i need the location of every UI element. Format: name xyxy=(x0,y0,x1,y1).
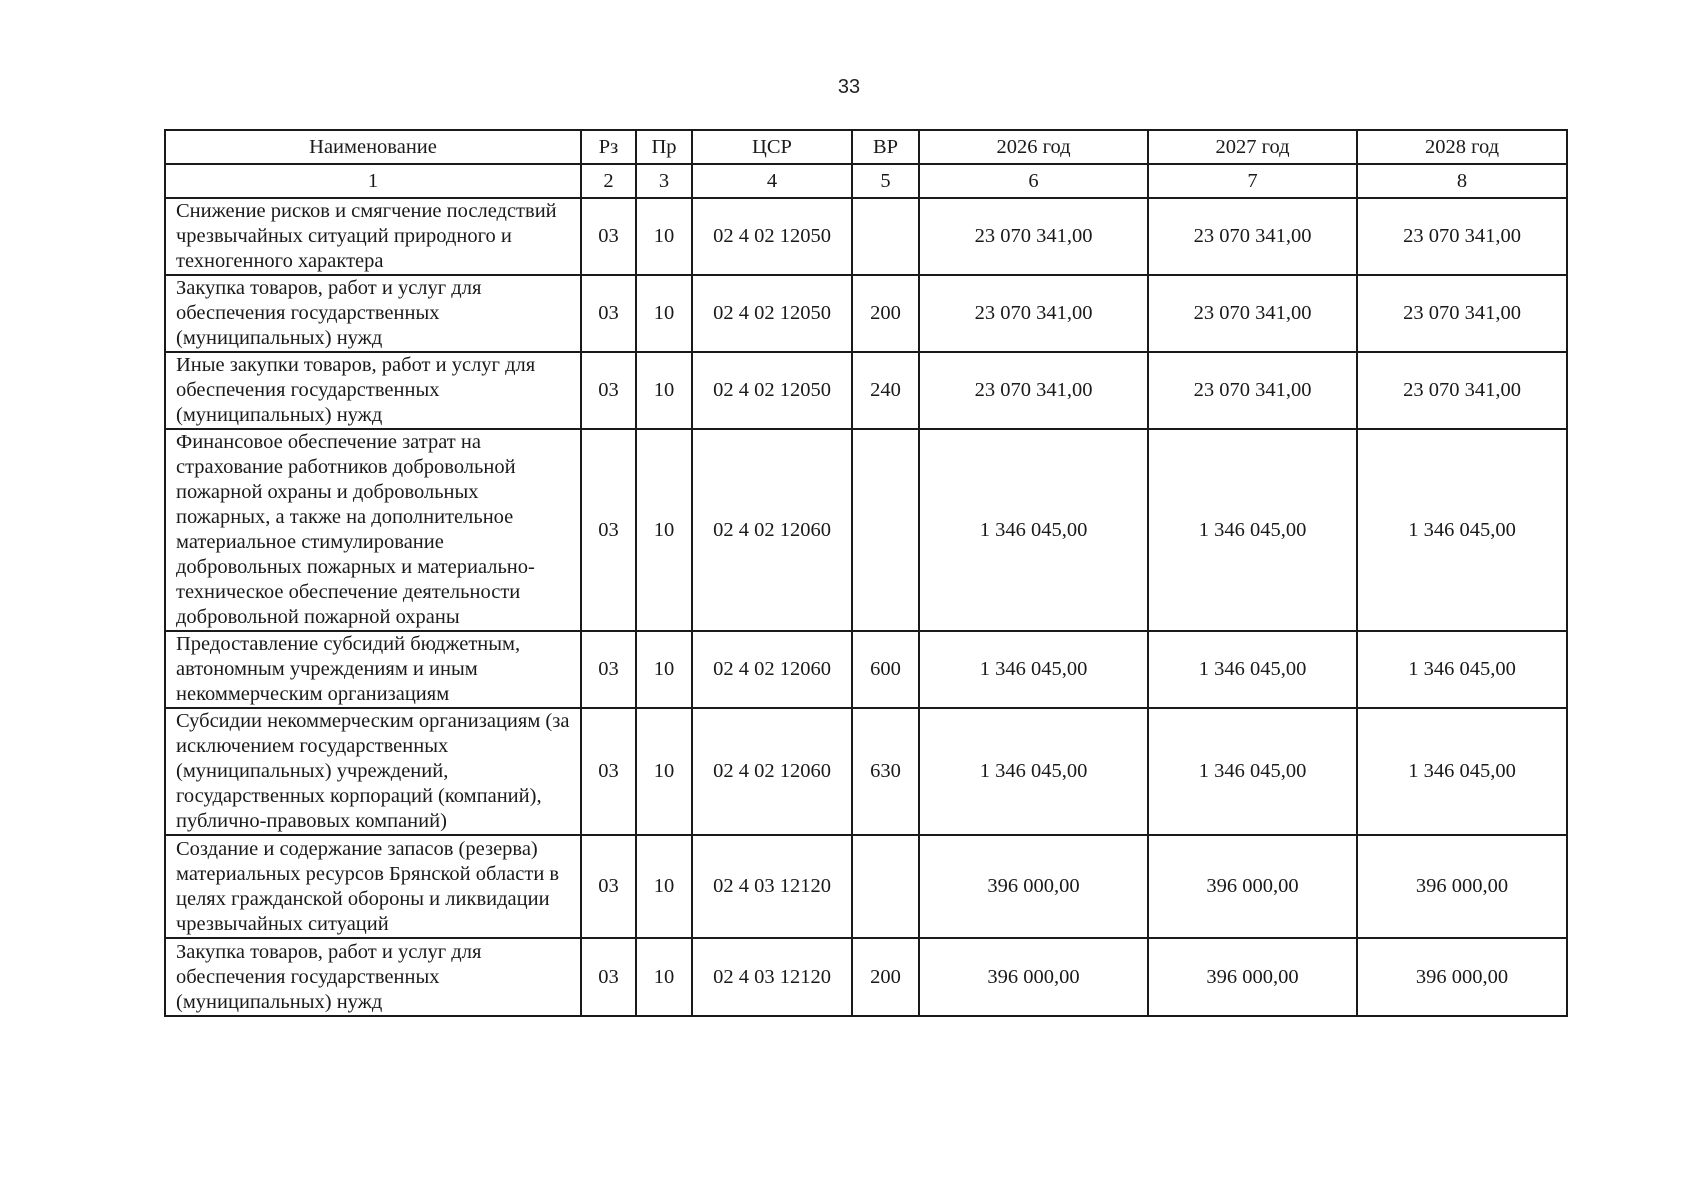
row-rz: 03 xyxy=(581,708,636,835)
row-name: Создание и содержание запасов (резерва) материальных ресурсов Брянской области в целях гражданской обороны и ликвидации чрезвычайных ситуаций xyxy=(165,835,581,938)
row-pr: 10 xyxy=(636,429,692,631)
row-name: Закупка товаров, работ и услуг для обеспечения государственных (муниципальных) нужд xyxy=(165,938,581,1016)
column-number: 2 xyxy=(581,164,636,198)
column-number: 3 xyxy=(636,164,692,198)
row-csr: 02 4 03 12120 xyxy=(692,938,852,1016)
row-pr: 10 xyxy=(636,275,692,352)
column-number: 8 xyxy=(1357,164,1567,198)
row-amount-2026: 1 346 045,00 xyxy=(919,631,1148,708)
row-csr: 02 4 03 12120 xyxy=(692,835,852,938)
table-row xyxy=(165,835,1567,938)
row-amount-2027: 396 000,00 xyxy=(1148,835,1357,938)
row-amount-2026: 23 070 341,00 xyxy=(919,198,1148,275)
table-row xyxy=(165,429,1567,631)
row-name: Иные закупки товаров, работ и услуг для обеспечения государственных (муниципальных) нужд xyxy=(165,352,581,429)
row-csr: 02 4 02 12060 xyxy=(692,708,852,835)
row-name: Финансовое обеспечение затрат на страхование работников добровольной пожарной охраны и добровольных пожарных, а также на дополнительное материальное стимулирование добровольных пожарных и материально-техническое обеспечение деятельности добровольной пожарной охраны xyxy=(165,429,581,631)
row-amount-2028: 396 000,00 xyxy=(1357,835,1567,938)
row-name: Субсидии некоммерческим организациям (за исключением государственных (муниципальных) учреждений, государственных корпораций (компаний), публично-правовых компаний) xyxy=(165,708,581,835)
table-row xyxy=(165,708,1567,835)
header-2028: 2028 год xyxy=(1357,130,1567,164)
row-csr: 02 4 02 12050 xyxy=(692,275,852,352)
row-name: Предоставление субсидий бюджетным, автономным учреждениям и иным некоммерческим организациям xyxy=(165,631,581,708)
row-amount-2026: 396 000,00 xyxy=(919,835,1148,938)
row-amount-2028: 1 346 045,00 xyxy=(1357,631,1567,708)
row-amount-2026: 1 346 045,00 xyxy=(919,429,1148,631)
row-csr: 02 4 02 12050 xyxy=(692,198,852,275)
column-number: 5 xyxy=(852,164,919,198)
row-vr xyxy=(852,835,919,938)
row-rz: 03 xyxy=(581,938,636,1016)
column-number: 7 xyxy=(1148,164,1357,198)
row-vr: 240 xyxy=(852,352,919,429)
row-pr: 10 xyxy=(636,708,692,835)
budget-table xyxy=(164,129,1568,1017)
row-amount-2026: 1 346 045,00 xyxy=(919,708,1148,835)
row-pr: 10 xyxy=(636,631,692,708)
header-2026: 2026 год xyxy=(919,130,1148,164)
row-rz: 03 xyxy=(581,429,636,631)
row-amount-2027: 23 070 341,00 xyxy=(1148,198,1357,275)
table-row xyxy=(165,275,1567,352)
row-vr: 200 xyxy=(852,938,919,1016)
row-amount-2028: 23 070 341,00 xyxy=(1357,275,1567,352)
row-vr: 630 xyxy=(852,708,919,835)
header-row xyxy=(165,130,1567,164)
header-csr: ЦСР xyxy=(692,130,852,164)
row-amount-2028: 1 346 045,00 xyxy=(1357,708,1567,835)
header-rz: Рз xyxy=(581,130,636,164)
row-amount-2027: 1 346 045,00 xyxy=(1148,429,1357,631)
row-amount-2027: 23 070 341,00 xyxy=(1148,352,1357,429)
column-number: 1 xyxy=(165,164,581,198)
row-amount-2028: 23 070 341,00 xyxy=(1357,198,1567,275)
row-pr: 10 xyxy=(636,938,692,1016)
row-amount-2027: 23 070 341,00 xyxy=(1148,275,1357,352)
row-vr xyxy=(852,198,919,275)
row-rz: 03 xyxy=(581,835,636,938)
row-pr: 10 xyxy=(636,198,692,275)
row-amount-2027: 1 346 045,00 xyxy=(1148,708,1357,835)
row-csr: 02 4 02 12060 xyxy=(692,429,852,631)
table-row xyxy=(165,938,1567,1016)
row-name: Закупка товаров, работ и услуг для обеспечения государственных (муниципальных) нужд xyxy=(165,275,581,352)
page-number: 33 xyxy=(837,76,861,98)
row-amount-2028: 1 346 045,00 xyxy=(1357,429,1567,631)
row-pr: 10 xyxy=(636,352,692,429)
row-amount-2026: 23 070 341,00 xyxy=(919,352,1148,429)
row-vr xyxy=(852,429,919,631)
header-name: Наименование xyxy=(165,130,581,164)
column-number-row xyxy=(165,164,1567,198)
row-rz: 03 xyxy=(581,275,636,352)
table-row xyxy=(165,198,1567,275)
row-csr: 02 4 02 12050 xyxy=(692,352,852,429)
row-amount-2026: 396 000,00 xyxy=(919,938,1148,1016)
row-pr: 10 xyxy=(636,835,692,938)
row-amount-2028: 23 070 341,00 xyxy=(1357,352,1567,429)
header-vr: ВР xyxy=(852,130,919,164)
row-rz: 03 xyxy=(581,631,636,708)
row-amount-2027: 1 346 045,00 xyxy=(1148,631,1357,708)
table-row xyxy=(165,631,1567,708)
header-2027: 2027 год xyxy=(1148,130,1357,164)
column-number: 4 xyxy=(692,164,852,198)
row-amount-2028: 396 000,00 xyxy=(1357,938,1567,1016)
column-number: 6 xyxy=(919,164,1148,198)
row-amount-2026: 23 070 341,00 xyxy=(919,275,1148,352)
row-vr: 600 xyxy=(852,631,919,708)
row-rz: 03 xyxy=(581,352,636,429)
row-name: Снижение рисков и смягчение последствий чрезвычайных ситуаций природного и техногенного характера xyxy=(165,198,581,275)
table-row xyxy=(165,352,1567,429)
row-csr: 02 4 02 12060 xyxy=(692,631,852,708)
header-pr: Пр xyxy=(636,130,692,164)
row-rz: 03 xyxy=(581,198,636,275)
row-vr: 200 xyxy=(852,275,919,352)
row-amount-2027: 396 000,00 xyxy=(1148,938,1357,1016)
